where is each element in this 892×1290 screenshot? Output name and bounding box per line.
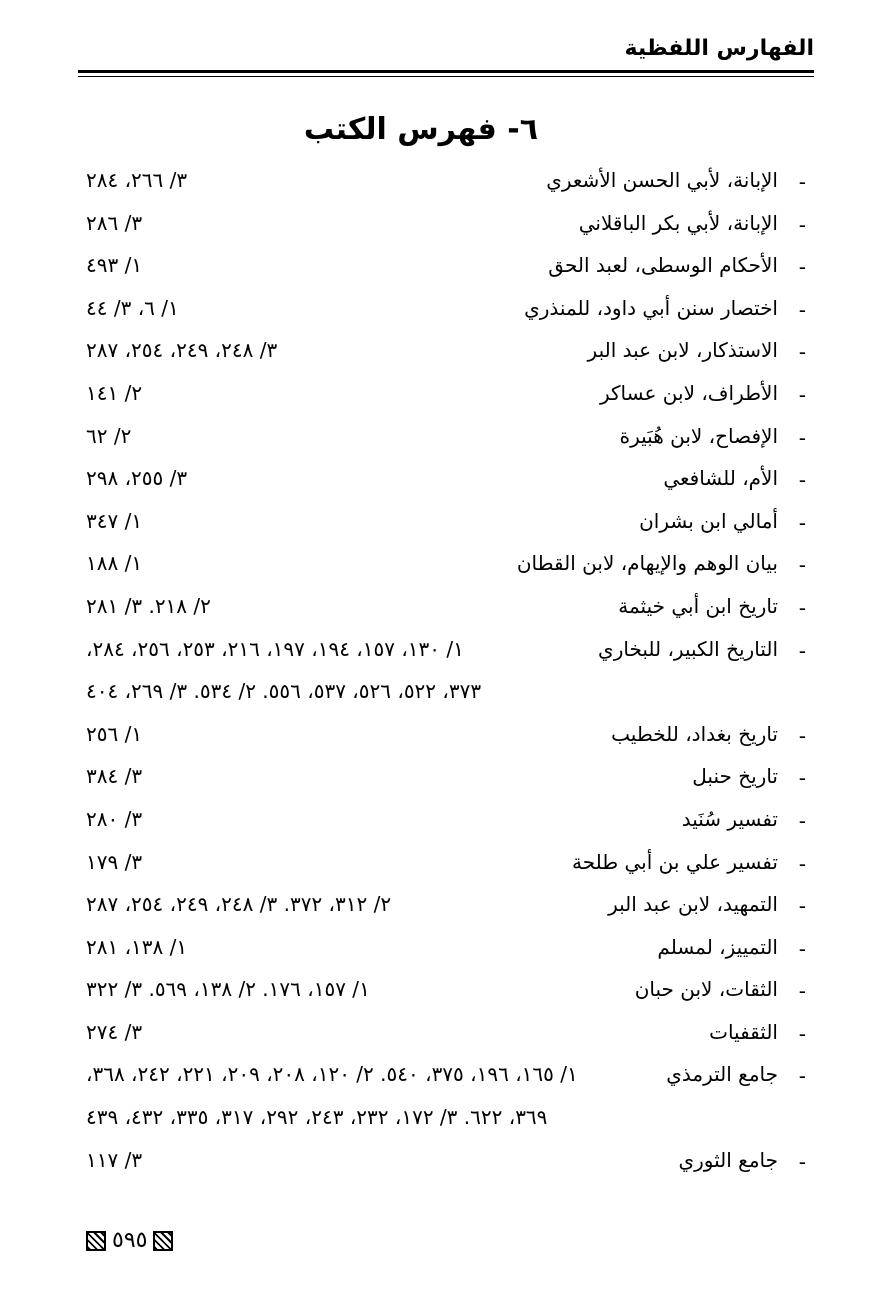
running-title: الفهارس اللفظية — [624, 36, 814, 61]
entry-dash: - — [798, 638, 806, 663]
entry-dash: - — [798, 1149, 806, 1174]
entry-dash: - — [798, 894, 806, 919]
entry-title: الأم، للشافعي — [663, 466, 778, 491]
entry-references: ١/ ١٨٨ — [86, 551, 143, 576]
entry-title: بيان الوهم والإيهام، لابن القطان — [516, 551, 778, 576]
index-entry — [86, 1014, 806, 1057]
entry-references: ٣/ ٣٨٤ — [86, 764, 143, 789]
entry-references-continued: ٣٦٩، ٦٢٢. ٣/ ١٧٢، ٢٣٢، ٢٤٣، ٢٩٢، ٣١٧، ٣٣٥، ٤٣٢، ٤٣٩ — [86, 1105, 548, 1130]
index-entry-continuation — [86, 1099, 806, 1142]
index-entry — [86, 375, 806, 418]
entry-title: الثقفيات — [709, 1019, 778, 1044]
entry-references: ٢/ ٦٢ — [86, 423, 132, 448]
page-number: ٥٩٥ — [112, 1228, 148, 1253]
index-entry — [86, 290, 806, 333]
entry-dash: - — [798, 808, 806, 833]
index-entry — [86, 418, 806, 461]
entry-dash: - — [798, 425, 806, 450]
entry-references: ١/ ٤٩٣ — [86, 253, 143, 278]
index-entry — [86, 588, 806, 631]
entry-references: ٢/ ١٤١ — [86, 380, 143, 405]
index-entry — [86, 503, 806, 546]
index-entry — [86, 332, 806, 375]
entry-title: الإبانة، لأبي الحسن الأشعري — [546, 168, 778, 192]
entry-dash: - — [798, 1021, 806, 1046]
entry-title: التمهيد، لابن عبد البر — [608, 892, 778, 917]
entry-title: الاستذكار، لابن عبد البر — [587, 338, 778, 363]
index-entry — [86, 631, 806, 674]
entry-title: أمالي ابن بشران — [639, 508, 778, 533]
entry-dash: - — [798, 595, 806, 620]
entry-title: جامع الثوري — [678, 1147, 778, 1172]
entry-references: ٣/ ٢٦٦، ٢٨٤ — [86, 168, 188, 192]
entry-dash: - — [798, 468, 806, 493]
entry-references: ١/ ٢٥٦ — [86, 721, 143, 746]
entry-dash: - — [798, 979, 806, 1004]
section-title: ٦- فهرس الكتب — [303, 112, 538, 147]
entry-dash: - — [798, 297, 806, 322]
entry-references: ٣/ ٢٧٤ — [86, 1019, 143, 1044]
entry-title: تفسير سُنَيد — [681, 806, 778, 831]
index-entry — [86, 758, 806, 801]
index-entry — [86, 162, 806, 205]
index-entry — [86, 460, 806, 503]
header-rule-thick — [78, 70, 814, 73]
entry-title: الثقات، لابن حبان — [634, 977, 778, 1002]
entry-dash: - — [798, 1064, 806, 1089]
entry-title: اختصار سنن أبي داود، للمنذري — [524, 295, 778, 320]
index-entry — [86, 247, 806, 290]
entry-dash: - — [798, 255, 806, 280]
ornament-right-icon — [153, 1231, 173, 1251]
entry-references: ١/ ٣٤٧ — [86, 508, 143, 533]
entry-title: الإبانة، لأبي بكر الباقلاني — [578, 210, 778, 235]
entry-references: ٣/ ١٧٩ — [86, 849, 143, 874]
index-entry — [86, 205, 806, 248]
header-rule-thin — [78, 76, 814, 77]
entry-references: ٣/ ٢٨٦ — [86, 210, 143, 235]
entry-references: ١/ ١٣٨، ٢٨١ — [86, 934, 188, 959]
ornament-left-icon — [86, 1231, 106, 1251]
index-entry — [86, 545, 806, 588]
index-entry — [86, 1056, 806, 1099]
index-entry — [86, 929, 806, 972]
entry-dash: - — [798, 340, 806, 365]
entry-title: الإفصاح، لابن هُبَيرة — [619, 423, 778, 448]
entry-dash: - — [798, 936, 806, 961]
entry-references: ١/ ١٣٠، ١٥٧، ١٩٤، ١٩٧، ٢١٦، ٢٥٣، ٢٥٦، ٢٨٤، — [86, 636, 464, 661]
entry-dash: - — [798, 766, 806, 791]
index-entry — [86, 716, 806, 759]
entry-references: ٣/ ١١٧ — [86, 1147, 143, 1172]
index-entry — [86, 886, 806, 929]
entry-title: تاريخ بغداد، للخطيب — [611, 721, 778, 746]
entry-references: ٢/ ٢١٨. ٣/ ٢٨١ — [86, 593, 211, 618]
page-footer — [86, 1228, 173, 1253]
entry-title: تفسير علي بن أبي طلحة — [571, 849, 778, 874]
entry-title: تاريخ حنبل — [692, 764, 778, 789]
index-entry — [86, 971, 806, 1014]
entry-references: ٣/ ٢٨٠ — [86, 806, 143, 831]
entry-references: ١/ ١٥٧، ١٧٦. ٢/ ١٣٨، ٥٦٩. ٣/ ٣٢٢ — [86, 977, 370, 1002]
entry-title: الأحكام الوسطى، لعبد الحق — [548, 253, 778, 278]
index-entry-continuation — [86, 673, 806, 716]
entry-dash: - — [798, 723, 806, 748]
entry-title: التمييز، لمسلم — [657, 934, 778, 959]
entry-dash: - — [798, 212, 806, 237]
entry-references: ٣/ ٢٤٨، ٢٤٩، ٢٥٤، ٢٨٧ — [86, 338, 278, 363]
entry-dash: - — [798, 170, 806, 194]
entry-references: ١/ ٦، ٣/ ٤٤ — [86, 295, 179, 320]
index-entry — [86, 844, 806, 887]
entry-title: جامع الترمذي — [666, 1062, 778, 1087]
entry-dash: - — [798, 510, 806, 535]
entry-references: ٣/ ٢٥٥، ٢٩٨ — [86, 466, 188, 491]
entry-dash: - — [798, 851, 806, 876]
index-entry — [86, 1142, 806, 1185]
index-entry — [86, 801, 806, 844]
entry-dash: - — [798, 553, 806, 578]
entry-dash: - — [798, 382, 806, 407]
entry-title: تاريخ ابن أبي خيثمة — [618, 593, 778, 618]
entry-references-continued: ٣٧٣، ٥٢٢، ٥٢٦، ٥٣٧، ٥٥٦. ٢/ ٥٣٤. ٣/ ٢٦٩، ٤٠٤ — [86, 679, 482, 704]
entry-title: التاريخ الكبير، للبخاري — [598, 636, 778, 661]
entry-references: ١/ ١٦٥، ١٩٦، ٣٧٥، ٥٤٠. ٢/ ١٢٠، ٢٠٨، ٢٠٩، ٢٢١، ٢٤٢، ٣٦٨، — [86, 1062, 578, 1087]
book-index-list — [86, 162, 806, 1184]
entry-references: ٢/ ٣١٢، ٣٧٢. ٣/ ٢٤٨، ٢٤٩، ٢٥٤، ٢٨٧ — [86, 892, 392, 917]
entry-title: الأطراف، لابن عساكر — [600, 380, 778, 405]
